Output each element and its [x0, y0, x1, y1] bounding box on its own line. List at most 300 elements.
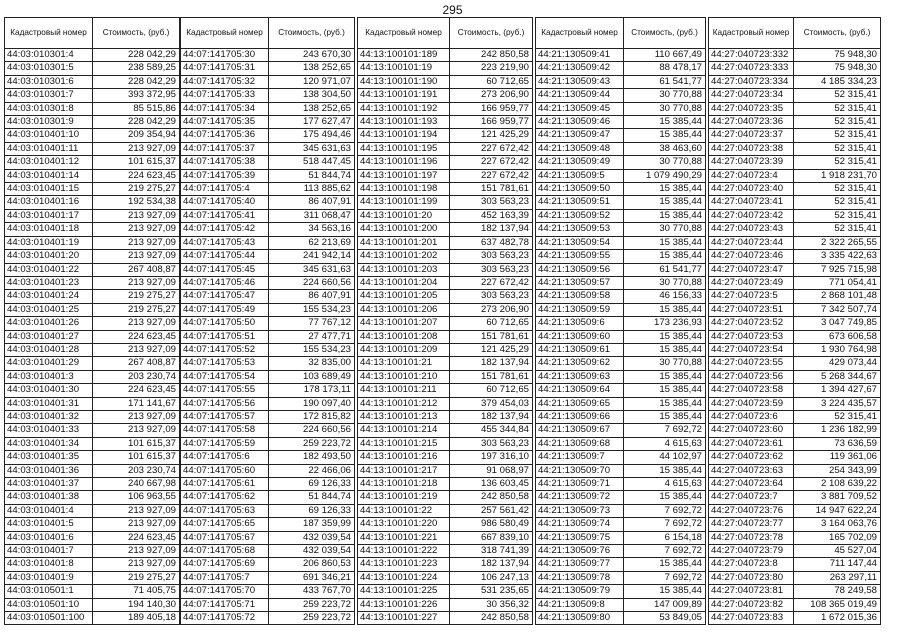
cadastral-number-cell: 44:03:010401:33: [5, 424, 93, 437]
table-row: [181, 236, 355, 249]
cadastral-number-cell: 44:03:010401:5: [5, 518, 93, 531]
cadastral-number-cell: 44:27:040723:5: [709, 290, 794, 303]
table-row: [358, 156, 533, 169]
cost-cell: 101 615,37: [93, 156, 180, 169]
cadastral-number-cell: 44:13:100101:203: [358, 263, 450, 276]
cost-cell: 227 672,42: [450, 276, 533, 289]
cadastral-number-cell: 44:07:141705:71: [181, 598, 269, 611]
table-row: [5, 223, 180, 236]
table-row: [358, 330, 533, 343]
table-row: [536, 518, 706, 531]
table-row: [358, 317, 533, 330]
cost-cell: 263 297,11: [794, 571, 881, 584]
cost-cell: 75 948,30: [794, 49, 881, 62]
table-row: [181, 437, 355, 450]
cost-cell: 178 173,11: [269, 384, 355, 397]
cadastral-number-cell: 44:03:010401:30: [5, 384, 93, 397]
cost-cell: 3 224 435,57: [794, 397, 881, 410]
table-row: [536, 169, 706, 182]
cost-cell: 52 315,41: [794, 156, 881, 169]
table-row: [536, 558, 706, 571]
table-row: [181, 571, 355, 584]
table-row: [709, 545, 881, 558]
cadastral-number-cell: 44:03:010401:24: [5, 290, 93, 303]
table-row: [709, 504, 881, 517]
cadastral-number-cell: 44:21:130509:62: [536, 357, 624, 370]
cadastral-number-cell: 44:13:100101:223: [358, 558, 450, 571]
cost-cell: 3 164 063,76: [794, 518, 881, 531]
table-row: [709, 531, 881, 544]
cadastral-number-cell: 44:13:100101:201: [358, 236, 450, 249]
cost-cell: 52 315,41: [794, 116, 881, 129]
table-row: [536, 250, 706, 263]
table-row: [536, 424, 706, 437]
cost-cell: 5 268 344,67: [794, 370, 881, 383]
table-row: [181, 49, 355, 62]
table-row: [358, 236, 533, 249]
table-row: [709, 89, 881, 102]
table-row: [536, 585, 706, 598]
table-row: [709, 397, 881, 410]
cost-cell: 273 206,90: [450, 89, 533, 102]
table-row: [709, 451, 881, 464]
cost-cell: 203 230,74: [93, 464, 180, 477]
cost-cell: 182 137,94: [450, 223, 533, 236]
cost-cell: 224 623,45: [93, 169, 180, 182]
cost-cell: 138 304,50: [269, 89, 355, 102]
cost-cell: 71 405,75: [93, 585, 180, 598]
table-row: [181, 183, 355, 196]
table-row: [181, 531, 355, 544]
table-row: [5, 478, 180, 491]
cadastral-number-cell: 44:13:100101:191: [358, 89, 450, 102]
table-row: [709, 317, 881, 330]
cadastral-number-cell: 44:03:010501:1: [5, 585, 93, 598]
table-row: [358, 263, 533, 276]
cadastral-number-cell: 44:13:100101:214: [358, 424, 450, 437]
table-row: [181, 330, 355, 343]
table-row: [536, 370, 706, 383]
cost-cell: 155 534,23: [269, 343, 355, 356]
cadastral-number-cell: 44:27:040723:64: [709, 478, 794, 491]
cadastral-number-cell: 44:07:141705:50: [181, 317, 269, 330]
cadastral-number-cell: 44:21:130509:46: [536, 116, 624, 129]
cost-cell: 213 927,09: [93, 410, 180, 423]
cost-cell: 30 770,88: [624, 156, 706, 169]
cost-cell: 78 249,58: [794, 585, 881, 598]
cost-cell: 986 580,49: [450, 518, 533, 531]
cadastral-number-cell: 44:07:141705:58: [181, 424, 269, 437]
cost-cell: 15 385,44: [624, 129, 706, 142]
cadastral-number-cell: 44:27:040723:7: [709, 491, 794, 504]
header-cadastral-number: Кадастровый номер: [358, 18, 450, 49]
table-row: [181, 545, 355, 558]
cadastral-number-cell: 44:27:040723:82: [709, 598, 794, 611]
cadastral-number-cell: 44:21:130509:73: [536, 504, 624, 517]
cadastral-number-cell: 44:07:141705:6: [181, 451, 269, 464]
header-cost: Стоимость, (руб.): [450, 18, 533, 49]
cadastral-number-cell: 44:13:100101:221: [358, 531, 450, 544]
cost-cell: 1 079 490,29: [624, 169, 706, 182]
cost-cell: 147 009,89: [624, 598, 706, 611]
cadastral-number-cell: 44:27:040723:41: [709, 196, 794, 209]
cadastral-number-cell: 44:07:141705:69: [181, 558, 269, 571]
cost-cell: 177 627,47: [269, 116, 355, 129]
cadastral-number-cell: 44:03:010401:22: [5, 263, 93, 276]
table-row: [358, 504, 533, 517]
cadastral-number-cell: 44:27:040723:53: [709, 330, 794, 343]
cost-cell: 30 770,88: [624, 89, 706, 102]
table-row: [181, 585, 355, 598]
cost-cell: 15 385,44: [624, 236, 706, 249]
cost-cell: 213 927,09: [93, 250, 180, 263]
table-row: [181, 370, 355, 383]
table-row: [5, 410, 180, 423]
cost-cell: 51 844,74: [269, 491, 355, 504]
cost-cell: 15 385,44: [624, 558, 706, 571]
cadastral-number-cell: 44:27:040723:58: [709, 384, 794, 397]
table-row: [181, 478, 355, 491]
cost-cell: 15 385,44: [624, 196, 706, 209]
table-row: [358, 62, 533, 75]
cadastral-number-cell: 44:13:100101:215: [358, 437, 450, 450]
cost-cell: 228 042,29: [93, 75, 180, 88]
table-row: [181, 558, 355, 571]
table-row: [709, 598, 881, 611]
table-row: [5, 250, 180, 263]
cadastral-number-cell: 44:13:100101:189: [358, 49, 450, 62]
table-row: [709, 464, 881, 477]
cost-cell: 242 850,58: [450, 491, 533, 504]
cadastral-number-cell: 44:13:100101:216: [358, 451, 450, 464]
table-row: [358, 102, 533, 115]
table-row: [358, 451, 533, 464]
table-row: [5, 75, 180, 88]
table-row: [709, 49, 881, 62]
cost-cell: 155 534,23: [269, 303, 355, 316]
cadastral-number-cell: 44:13:100101:210: [358, 370, 450, 383]
cadastral-number-cell: 44:27:040723:34: [709, 89, 794, 102]
cost-cell: 345 631,63: [269, 263, 355, 276]
cadastral-number-cell: 44:27:040723:62: [709, 451, 794, 464]
cost-cell: 432 039,54: [269, 531, 355, 544]
cadastral-number-cell: 44:03:010301:8: [5, 102, 93, 115]
cadastral-number-cell: 44:13:100101:19: [358, 62, 450, 75]
table-row: [709, 156, 881, 169]
table-row: [709, 196, 881, 209]
cadastral-number-cell: 44:13:100101:190: [358, 75, 450, 88]
cost-cell: 86 407,91: [269, 196, 355, 209]
table-row: [358, 491, 533, 504]
cadastral-number-cell: 44:21:130509:53: [536, 223, 624, 236]
table-row: [536, 464, 706, 477]
table-row: [358, 276, 533, 289]
cost-cell: 85 515,86: [93, 102, 180, 115]
cost-cell: 192 534,38: [93, 196, 180, 209]
table-row: [536, 236, 706, 249]
cadastral-number-cell: 44:27:040723:54: [709, 343, 794, 356]
header-cadastral-number: Кадастровый номер: [5, 18, 93, 49]
table-row: [536, 612, 706, 625]
cost-cell: 3 335 422,63: [794, 250, 881, 263]
cadastral-number-cell: 44:03:010401:31: [5, 397, 93, 410]
cost-cell: 34 563,16: [269, 223, 355, 236]
cadastral-number-cell: 44:21:130509:64: [536, 384, 624, 397]
cost-cell: 1 672 015,36: [794, 612, 881, 625]
cadastral-number-cell: 44:07:141705:65: [181, 518, 269, 531]
cost-cell: 7 925 715,98: [794, 263, 881, 276]
cadastral-number-cell: 44:21:130509:63: [536, 370, 624, 383]
cost-cell: 197 316,10: [450, 451, 533, 464]
cadastral-number-cell: 44:21:130509:59: [536, 303, 624, 316]
cadastral-number-cell: 44:21:130509:71: [536, 478, 624, 491]
cadastral-number-cell: 44:03:010401:38: [5, 491, 93, 504]
table-row: [5, 169, 180, 182]
cadastral-number-cell: 44:27:040723:63: [709, 464, 794, 477]
table-row: [536, 303, 706, 316]
table-row: [536, 504, 706, 517]
table-row: [5, 263, 180, 276]
cadastral-number-cell: 44:27:040723:8: [709, 558, 794, 571]
table-row: [5, 49, 180, 62]
table-row: [358, 169, 533, 182]
cost-cell: 110 667,49: [624, 49, 706, 62]
cadastral-number-cell: 44:03:010401:32: [5, 410, 93, 423]
cadastral-number-cell: 44:13:100101:200: [358, 223, 450, 236]
cost-cell: 14 947 622,24: [794, 504, 881, 517]
table-row: [709, 478, 881, 491]
table-row: [358, 424, 533, 437]
cost-cell: 15 385,44: [624, 303, 706, 316]
table-row: [358, 49, 533, 62]
table-row: [5, 612, 180, 625]
table-row: [181, 504, 355, 517]
table-row: [358, 303, 533, 316]
table-row: [358, 75, 533, 88]
cost-cell: 531 235,65: [450, 585, 533, 598]
cost-cell: 4 615,63: [624, 437, 706, 450]
cadastral-number-cell: 44:21:130509:76: [536, 545, 624, 558]
table-row: [536, 357, 706, 370]
cadastral-number-cell: 44:13:100101:227: [358, 612, 450, 625]
table-row: [5, 451, 180, 464]
table-row: [709, 303, 881, 316]
cadastral-number-cell: 44:13:100101:20: [358, 209, 450, 222]
cost-cell: 106 963,55: [93, 491, 180, 504]
table-row: [181, 75, 355, 88]
cadastral-number-cell: 44:21:130509:58: [536, 290, 624, 303]
cadastral-number-cell: 44:03:010301:9: [5, 116, 93, 129]
cost-cell: 189 405,18: [93, 612, 180, 625]
table-row: [358, 343, 533, 356]
cadastral-number-cell: 44:21:130509:51: [536, 196, 624, 209]
cadastral-number-cell: 44:03:010401:18: [5, 223, 93, 236]
cost-cell: 206 860,53: [269, 558, 355, 571]
cadastral-number-cell: 44:03:010401:15: [5, 183, 93, 196]
table-row: [536, 491, 706, 504]
cost-cell: 52 315,41: [794, 142, 881, 155]
table-row: [181, 357, 355, 370]
table-row: [709, 75, 881, 88]
cadastral-number-cell: 44:13:100101:219: [358, 491, 450, 504]
table-row: [181, 397, 355, 410]
cadastral-number-cell: 44:21:130509:49: [536, 156, 624, 169]
table-row: [5, 504, 180, 517]
cost-cell: 667 839,10: [450, 531, 533, 544]
cadastral-number-cell: 44:13:100101:193: [358, 116, 450, 129]
cost-table: [357, 17, 533, 625]
table-row: [5, 317, 180, 330]
table-row: [536, 129, 706, 142]
table-row: [709, 183, 881, 196]
table-row: [181, 129, 355, 142]
table-row: [181, 598, 355, 611]
table-row: [5, 585, 180, 598]
cadastral-number-cell: 44:27:040723:59: [709, 397, 794, 410]
cadastral-number-cell: 44:07:141705:72: [181, 612, 269, 625]
cost-cell: 101 615,37: [93, 451, 180, 464]
cadastral-number-cell: 44:13:100101:220: [358, 518, 450, 531]
cadastral-number-cell: 44:27:040723:39: [709, 156, 794, 169]
cadastral-number-cell: 44:07:141705:34: [181, 102, 269, 115]
table-row: [181, 317, 355, 330]
cost-cell: 52 315,41: [794, 410, 881, 423]
table-row: [536, 330, 706, 343]
cost-table: [708, 17, 881, 625]
table-row: [358, 397, 533, 410]
table-row: [181, 343, 355, 356]
cadastral-number-cell: 44:21:130509:72: [536, 491, 624, 504]
cadastral-number-cell: 44:03:010301:7: [5, 89, 93, 102]
cost-cell: 22 466,06: [269, 464, 355, 477]
cost-cell: 318 741,39: [450, 545, 533, 558]
table-row: [358, 183, 533, 196]
cadastral-number-cell: 44:07:141705:7: [181, 571, 269, 584]
cadastral-number-cell: 44:21:130509:5: [536, 169, 624, 182]
table-row: [181, 276, 355, 289]
cost-cell: 267 408,87: [93, 357, 180, 370]
table-header-row: [709, 18, 881, 49]
header-cost: Стоимость, (руб.): [624, 18, 706, 49]
cost-cell: 165 702,09: [794, 531, 881, 544]
table-row: [536, 343, 706, 356]
cost-cell: 190 097,40: [269, 397, 355, 410]
cadastral-number-cell: 44:27:040723:52: [709, 317, 794, 330]
cost-cell: 45 527,04: [794, 545, 881, 558]
cost-cell: 691 346,21: [269, 571, 355, 584]
cost-cell: 213 927,09: [93, 209, 180, 222]
table-row: [181, 451, 355, 464]
cost-cell: 227 672,42: [450, 156, 533, 169]
cadastral-number-cell: 44:13:100101:202: [358, 250, 450, 263]
header-cost: Стоимость, (руб.): [93, 18, 180, 49]
table-row: [358, 384, 533, 397]
cost-cell: 224 623,45: [93, 384, 180, 397]
cost-cell: 254 343,99: [794, 464, 881, 477]
cost-cell: 259 223,72: [269, 598, 355, 611]
table-row: [536, 263, 706, 276]
cost-cell: 27 477,71: [269, 330, 355, 343]
cost-cell: 452 163,39: [450, 209, 533, 222]
table-row: [709, 290, 881, 303]
cost-cell: 213 927,09: [93, 558, 180, 571]
cost-cell: 15 385,44: [624, 370, 706, 383]
cadastral-number-cell: 44:03:010301:5: [5, 62, 93, 75]
table-row: [358, 89, 533, 102]
cadastral-number-cell: 44:03:010401:25: [5, 303, 93, 316]
cadastral-number-cell: 44:21:130509:74: [536, 518, 624, 531]
cost-cell: 2 322 265,55: [794, 236, 881, 249]
table-row: [181, 102, 355, 115]
cadastral-number-cell: 44:07:141705:67: [181, 531, 269, 544]
cadastral-number-cell: 44:07:141705:55: [181, 384, 269, 397]
table-row: [5, 209, 180, 222]
table-row: [5, 129, 180, 142]
table-row: [709, 424, 881, 437]
cadastral-number-cell: 44:03:010401:4: [5, 504, 93, 517]
table-row: [5, 518, 180, 531]
cadastral-number-cell: 44:03:010401:7: [5, 545, 93, 558]
table-row: [536, 196, 706, 209]
cadastral-number-cell: 44:07:141705:35: [181, 116, 269, 129]
cost-table: [535, 17, 706, 625]
cost-cell: 213 927,09: [93, 142, 180, 155]
table-row: [536, 223, 706, 236]
cadastral-number-cell: 44:21:130509:6: [536, 317, 624, 330]
cost-cell: 429 073,44: [794, 357, 881, 370]
cost-cell: 75 948,30: [794, 62, 881, 75]
table-row: [5, 370, 180, 383]
cost-cell: 2 868 101,48: [794, 290, 881, 303]
cost-cell: 182 137,94: [450, 357, 533, 370]
cadastral-number-cell: 44:27:040723:333: [709, 62, 794, 75]
cadastral-number-cell: 44:21:130509:56: [536, 263, 624, 276]
cost-cell: 172 815,82: [269, 410, 355, 423]
cadastral-number-cell: 44:07:141705:57: [181, 410, 269, 423]
cost-cell: 228 042,29: [93, 116, 180, 129]
table-row: [709, 169, 881, 182]
table-row: [358, 129, 533, 142]
cadastral-number-cell: 44:03:010401:19: [5, 236, 93, 249]
cadastral-number-cell: 44:07:141705:70: [181, 585, 269, 598]
table-row: [709, 102, 881, 115]
cost-cell: 15 385,44: [624, 585, 706, 598]
cost-cell: 15 385,44: [624, 330, 706, 343]
table-row: [358, 142, 533, 155]
cost-cell: 52 315,41: [794, 209, 881, 222]
table-header-row: [536, 18, 706, 49]
cadastral-number-cell: 44:07:141705:42: [181, 223, 269, 236]
cost-cell: 242 850,58: [450, 49, 533, 62]
cadastral-number-cell: 44:07:141705:59: [181, 437, 269, 450]
cadastral-number-cell: 44:13:100101:208: [358, 330, 450, 343]
table-row: [181, 464, 355, 477]
table-header-row: [181, 18, 355, 49]
table-row: [709, 558, 881, 571]
cadastral-number-cell: 44:13:100101:222: [358, 545, 450, 558]
page-number: 295: [442, 3, 463, 17]
cadastral-number-cell: 44:07:141705:39: [181, 169, 269, 182]
table-row: [181, 196, 355, 209]
cadastral-number-cell: 44:21:130509:42: [536, 62, 624, 75]
table-row: [5, 397, 180, 410]
cost-cell: 243 670,30: [269, 49, 355, 62]
cost-cell: 15 385,44: [624, 410, 706, 423]
cost-cell: 224 623,45: [93, 330, 180, 343]
cost-cell: 103 689,49: [269, 370, 355, 383]
cost-cell: 303 563,23: [450, 196, 533, 209]
cost-cell: 213 927,09: [93, 317, 180, 330]
